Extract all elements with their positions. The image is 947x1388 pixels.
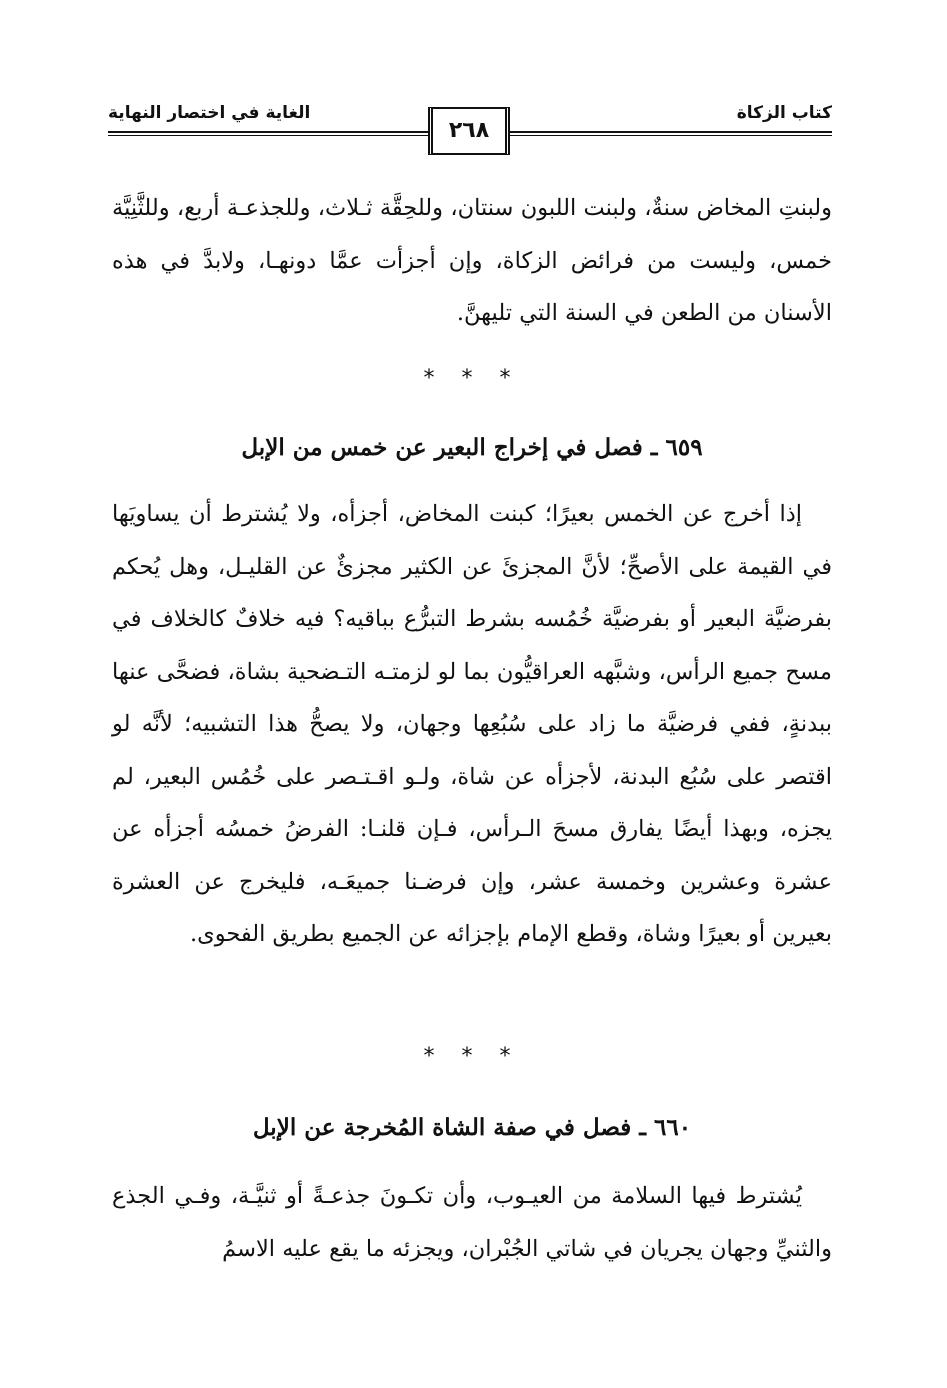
book-title: الغاية في اختصار النهاية [108, 103, 311, 123]
section-heading-659: ٦٥٩ ـ فصل في إخراج البعير عن خمس من الإبل [241, 434, 703, 461]
paragraph-section-660: يُشترط فيها السلامة من العيـوب، وأن تكـونَ جذعـةً أو ثنيَّـة، وفـي الجذع والثنيِّ وجهان يجريان في شاتي الجُبْران، ويجزئه ما يقع عليه الاسمُ [112, 1183, 832, 1262]
section-separator: * * * [423, 366, 521, 391]
section-heading-660: ٦٦٠ ـ فصل في صفة الشاة المُخرجة عن الإبل [252, 1114, 692, 1141]
book-section-title: كتاب الزكاة [736, 103, 832, 123]
page-number: ٢٦٨ [428, 107, 510, 155]
paragraph-section-659: إذا أخرج عن الخمس بعيرًا؛ كبنت المخاض، أجزأه، ولا يُشترط أن يساويَها في القيمة على الأصحِّ؛ لأنَّ المجزئَ عن الكثير مجزئٌ عن القليـل، وهل يُحكم بفرضيَّة البعير أو بفرضيَّة خُمُسه بشرط التبرُّع بباقيه؟ فيه خلافٌ كالخلاف في مسح جميع الرأس، وشبَّهه العراقيُّون بما لو لزمتـه التـضحية بشاة، فضحَّى عنها ببدنةٍ، ففي فرضيَّة ما زاد على سُبُعِها وجهان، ولا يصحُّ هذا التشبيه؛ لأنَّه لو اقتصر على سُبُع البدنة، لأجزأه عن شاة، ولـو اقـتـصر على خُمُس البعير، لم يجزه، وبهذا أيضًا يفارق مسحَ الـرأس، فـإن قلنـا: الفرضُ خمسُه أجزأه عن عشرة وعشرين وخمسة عشر، وإن فرضـنا جميعَـه، فليخرج عن العشرة بعيرين أو بعيرًا وشاة، وقطع الإمام بإجزائه عن الجميع بطريق الفحوى. [112, 501, 832, 947]
running-header [108, 95, 832, 167]
paragraph-continuation: ولبنتِ المخاض سنةٌ، ولبنت اللبون سنتان، وللحِقَّة ثـلاث، وللجذعـة أربع، وللثَّنِيَّة خمس، وليست من فرائض الزكاة، وإن أجزأت عمَّا دونهـا، ولابدَّ في هذه الأسنان من الطعن في السنة التي تليهنَّ. [112, 195, 832, 326]
section-separator: * * * [423, 1044, 521, 1069]
